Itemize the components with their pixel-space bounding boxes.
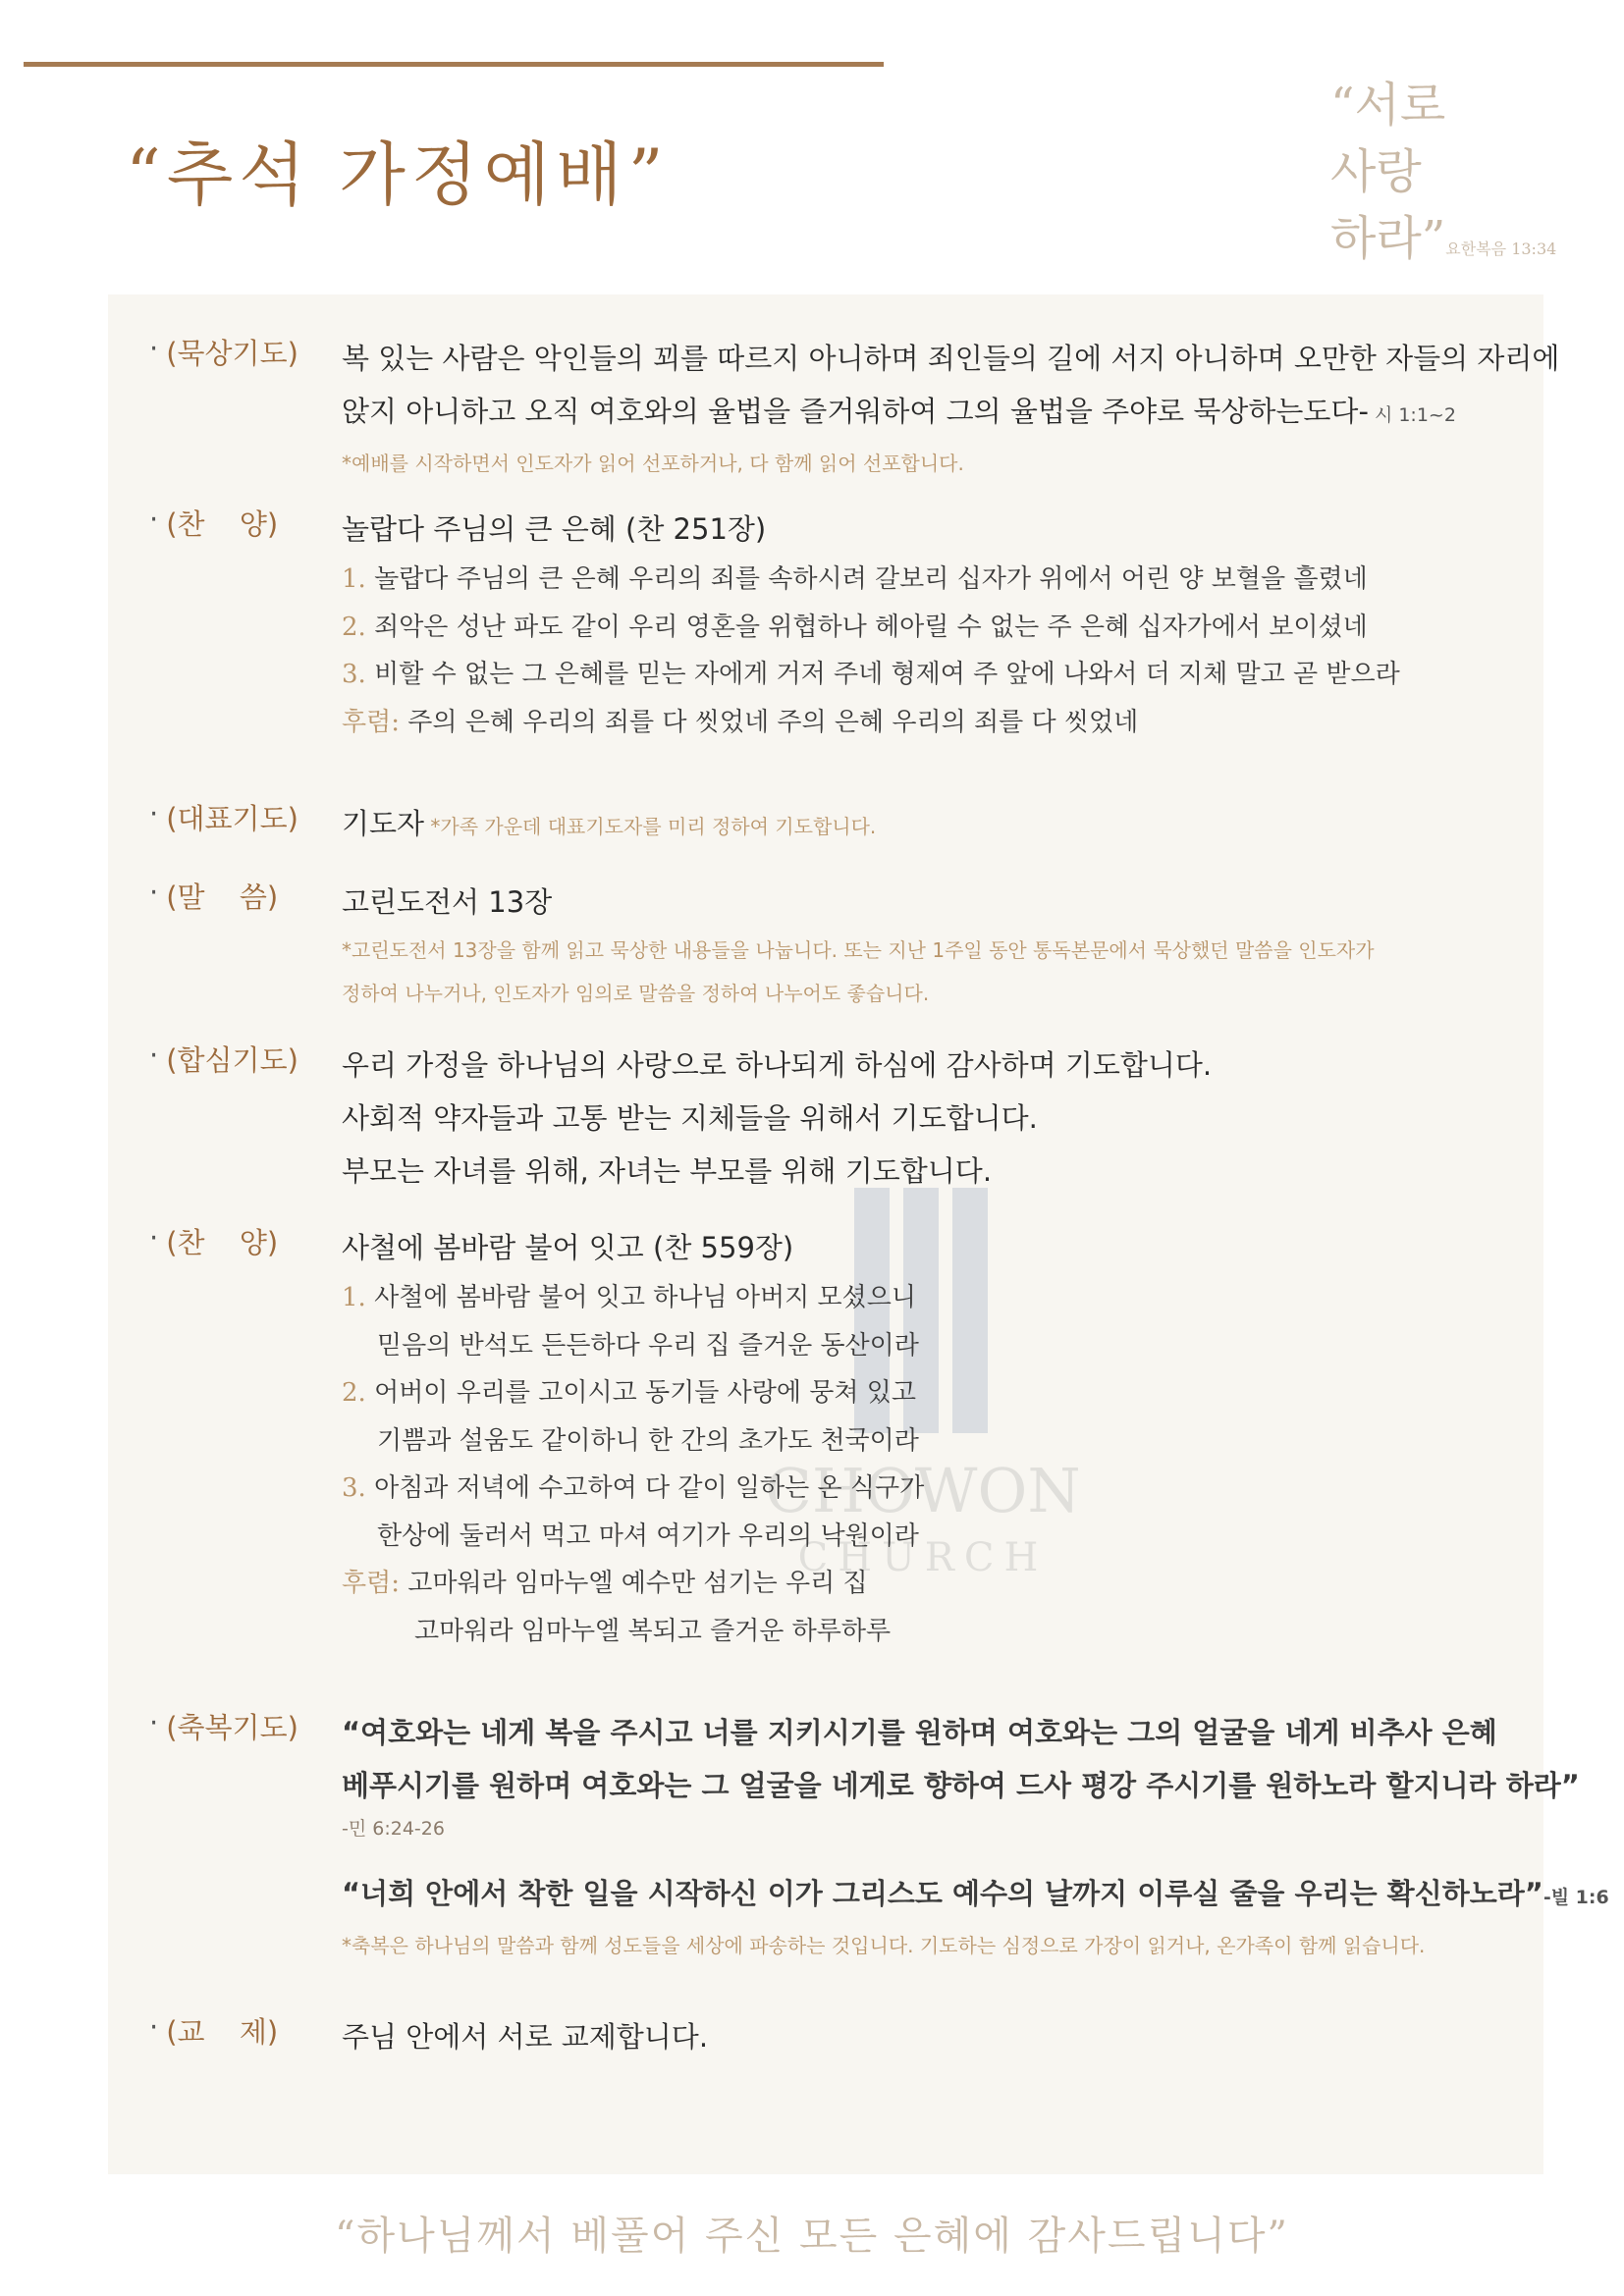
hymn-verse-3: 3. 비할 수 없는 그 은혜를 믿는 자에게 거저 주네 형제여 주 앞에 나와서 더 지체 말고 곧 받으라: [342, 660, 1400, 689]
scripture-passage: 고린도전서 13장: [342, 885, 553, 919]
hymn-verse-2: 2. 죄악은 성난 파도 같이 우리 영혼을 위협하나 헤아릴 수 없는 주 은혜 십자가에서 보이셨네: [342, 612, 1368, 642]
blessing-reference-1: -민 6:24-26: [342, 1818, 445, 1840]
scripture-line-2: 앉지 아니하고 오직 여호와의 율법을 즐거워하여 그의 율법을 주야로 묵상하는도다- 시 1:1~2: [342, 395, 1456, 428]
section-body: [342, 503, 1520, 746]
top-divider: [24, 62, 884, 67]
hymn-verse-1b: 믿음의 반석도 든든하다 우리 집 즐거운 동산이라: [377, 1330, 919, 1361]
hymn-verse-3a: 3. 아침과 저녁에 수고하여 다 같이 일하는 온 식구가: [342, 1473, 925, 1503]
hymn-chorus: 후렴: 주의 은혜 우리의 죄를 다 씻었네 주의 은혜 우리의 죄를 다 씻었네: [342, 707, 1139, 737]
instruction-note-2: 정하여 나누거나, 인도자가 임의로 말씀을 정하여 나누어도 좋습니다.: [342, 982, 930, 1005]
page-title: “추석 가정예배”: [126, 134, 670, 215]
worship-order-panel: [108, 294, 1609, 2174]
section-label: · (말 씀): [149, 876, 279, 914]
hymn-chorus-a: 후렴: 고마워라 임마누엘 예수만 섬기는 우리 집: [342, 1569, 868, 1598]
motto-line-3-text: 하라”: [1330, 211, 1446, 266]
section-label: · (찬 양): [149, 1221, 279, 1259]
hymn-title: 놀랍다 주님의 큰 은혜 (찬 251장): [342, 512, 767, 546]
section-label: · (축복기도): [149, 1706, 298, 1744]
section-body: [342, 1039, 1520, 1198]
section-body: [342, 332, 1560, 485]
section-body: [342, 1706, 1609, 1967]
section-body: [342, 2010, 1520, 2063]
section-label: · (합심기도): [149, 1039, 298, 1077]
motto-line-1: “서로: [1330, 78, 1446, 133]
hymn-verse-2b: 기쁨과 설움도 같이하니 한 간의 초가도 천국이라: [377, 1425, 919, 1456]
prayer-line-2: 사회적 약자들과 고통 받는 지체들을 위해서 기도합니다.: [342, 1101, 1038, 1135]
scripture-line-1: 복 있는 사람은 악인들의 꾀를 따르지 아니하며 죄인들의 길에 서지 아니하며 오만한 자들의 자리에: [342, 342, 1560, 375]
section-body: [342, 876, 1520, 1015]
closing-quote: “하나님께서 베풀어 주신 모든 은혜에 감사드립니다”: [335, 2214, 1289, 2259]
blessing-line-2: 베푸시기를 원하며 여호와는 그 얼굴을 네게로 향하여 드사 평강 주시기를 원하노라 할지니라 하라”: [342, 1769, 1580, 1802]
section-label: · (대표기도): [149, 797, 298, 835]
instruction-note: *축복은 하나님의 말씀과 함께 성도들을 세상에 파송하는 것입니다. 기도하는 심정으로 가장이 읽거나, 온가족이 함께 읽습니다.: [342, 1934, 1426, 1957]
hymn-chorus-b: 고마워라 임마누엘 복되고 즐거운 하루하루: [414, 1616, 892, 1646]
prayer-leader: 기도자 *가족 가운데 대표기도자를 미리 정하여 기도합니다.: [342, 807, 877, 840]
fellowship-text: 주님 안에서 서로 교제합니다.: [342, 2020, 709, 2054]
prayer-line-1: 우리 가정을 하나님의 사랑으로 하나되게 하심에 감사하며 기도합니다.: [342, 1048, 1213, 1082]
motto: [1330, 67, 1596, 266]
section-body: [342, 1221, 1520, 1655]
watermark-line-2: CHURCH: [797, 1535, 1049, 1580]
motto-line-3: [1330, 200, 1556, 268]
motto-reference: 요한복음 13:34: [1445, 240, 1557, 258]
motto-line-2: 사랑: [1330, 144, 1422, 199]
watermark-line-1: CHOWON: [765, 1455, 1081, 1526]
hymn-verse-3b: 한상에 둘러서 먹고 마셔 여기가 우리의 낙원이라: [377, 1521, 919, 1551]
section-label: · (찬 양): [149, 503, 279, 541]
section-label: · (교 제): [149, 2010, 279, 2049]
section-body: [342, 797, 1520, 850]
blessing-line-3: “너희 안에서 착한 일을 시작하신 이가 그리스도 예수의 날까지 이루실 줄을 우리는 확신하노라”-빌 1:6: [342, 1877, 1609, 1910]
instruction-note-1: *고린도전서 13장을 함께 읽고 묵상한 내용들을 나눕니다. 또는 지난 1주일 동안 통독본문에서 묵상했던 말씀을 인도자가: [342, 938, 1375, 962]
hymn-title: 사철에 봄바람 불어 잇고 (찬 559장): [342, 1231, 794, 1264]
hymn-verse-2a: 2. 어버이 우리를 고이시고 동기들 사랑에 뭉쳐 있고: [342, 1378, 916, 1408]
hymn-verse-1a: 1. 사철에 봄바람 불어 잇고 하나님 아버지 모셨으니: [342, 1283, 916, 1312]
prayer-line-3: 부모는 자녀를 위해, 자녀는 부모를 위해 기도합니다.: [342, 1154, 993, 1188]
hymn-verse-1: 1. 놀랍다 주님의 큰 은혜 우리의 죄를 속하시려 갈보리 십자가 위에서 어린 양 보혈을 흘렸네: [342, 564, 1368, 594]
instruction-note: *예배를 시작하면서 인도자가 읽어 선포하거나, 다 함께 읽어 선포합니다.: [342, 452, 964, 475]
section-label: · (묵상기도): [149, 332, 298, 370]
blessing-line-1: “여호와는 네게 복을 주시고 너를 지키시기를 원하며 여호와는 그의 얼굴을 네게 비추사 은혜: [342, 1716, 1497, 1749]
